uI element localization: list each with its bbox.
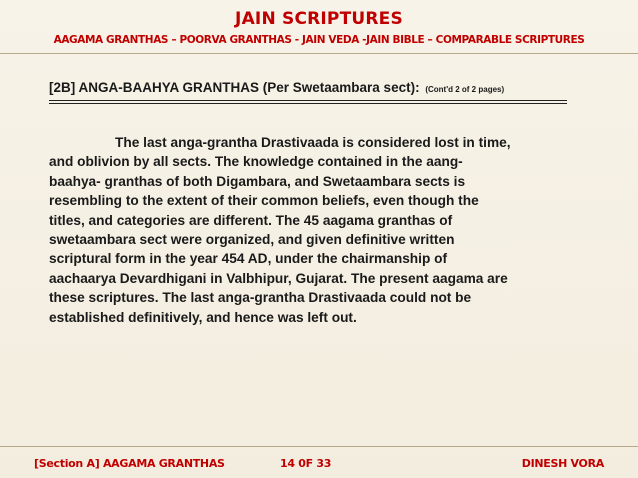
body-line: aachaarya Devardhigani in Valbhipur, Gujarat. The present aagama are [49, 270, 508, 286]
body-line: titles, and categories are different. The 45 aagama granthas of [49, 212, 453, 228]
body-line: The last anga-grantha Drastivaada is considered lost in time, [115, 135, 511, 150]
footer-page-number: 14 0F 33 [280, 457, 332, 470]
section-heading [49, 80, 609, 95]
body-line: these scriptures. The last anga-grantha Drastivaada could not be [49, 290, 472, 306]
slide-title: JAIN SCRIPTURES [235, 9, 403, 29]
body-line: scriptural form in the year 454 AD, under the chairmanship of [49, 251, 448, 267]
heading-rule-top [49, 100, 567, 101]
body-paragraph [49, 133, 589, 327]
section-heading-text: [2B] ANGA-BAAHYA GRANTHAS (Per Swetaambara sect): [49, 80, 420, 95]
footer-divider [0, 446, 638, 447]
body-line: resembling to the extent of their common beliefs, even though the [49, 193, 479, 209]
header-divider [0, 53, 638, 54]
continuation-note: (Cont'd 2 of 2 pages) [425, 85, 505, 94]
footer-author: DINESH VORA [521, 457, 604, 470]
body-line: baahya- granthas of both Digambara, and Swetaambara sects is [49, 173, 466, 189]
heading-rule-bottom [49, 103, 567, 104]
slide-subtitle: AAGAMA GRANTHAS – POORVA GRANTHAS - JAIN VEDA -JAIN BIBLE – COMPARABLE SCRIPTURES [53, 34, 585, 46]
footer-section-label: [Section A] AAGAMA GRANTHAS [34, 457, 225, 470]
body-line: established definitively, and hence was left out. [49, 309, 357, 325]
body-line: swetaambara sect were organized, and given definitive written [49, 232, 455, 248]
body-line: and oblivion by all sects. The knowledge contained in the aang- [49, 154, 463, 170]
